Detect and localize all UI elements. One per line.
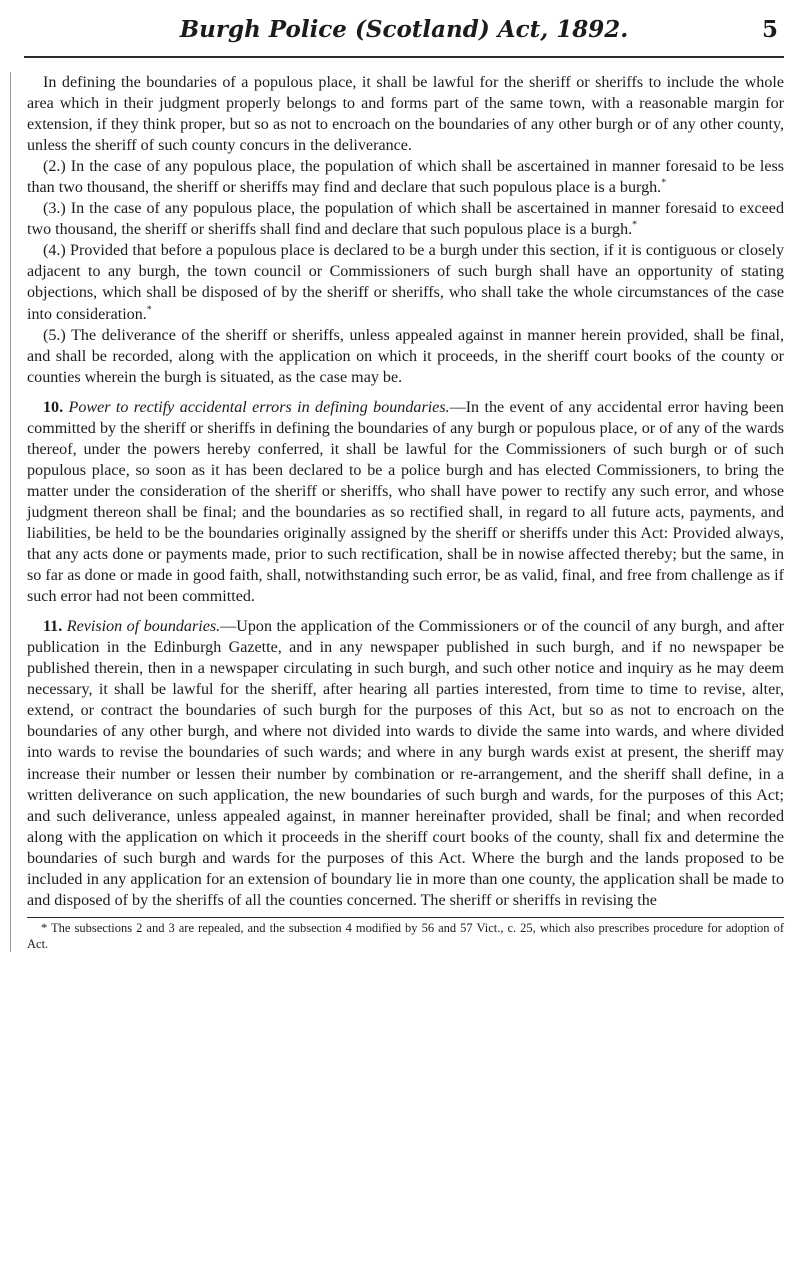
footnote-marker: * bbox=[146, 304, 152, 316]
paragraph-subsection-2: (2.) In the case of any populous place, the population of which shall be ascertained in manner foresaid to be less than two thousand, the sheriff or sheriffs may find and declare that such populous place is a burgh.* bbox=[27, 158, 784, 197]
section-10 bbox=[27, 397, 784, 607]
footnote-marker: * bbox=[661, 177, 667, 189]
paragraph-subsection-5: (5.) The deliverance of the sheriff or sheriffs, unless appealed against in manner herein provided, shall be final, and shall be recorded, along with the application on which it proceeds, in the sheriff court books of the county or counties wherein the burgh is situated, as the case may be. bbox=[27, 326, 784, 386]
section-heading: Revision of boundaries. bbox=[66, 618, 221, 636]
section-heading: Power to rectify accidental errors in defining boundaries. bbox=[68, 398, 450, 416]
footnotes bbox=[27, 917, 784, 952]
footnote: * The subsections 2 and 3 are repealed, and the subsection 4 modified by 56 and 57 Vict., c. 25, which also prescribes procedure for adoption of Act. bbox=[27, 920, 784, 951]
footnote-marker: * bbox=[632, 219, 638, 231]
section-11 bbox=[27, 616, 784, 911]
paragraph-subsection-3: (3.) In the case of any populous place, the population of which shall be ascertained in manner foresaid to exceed two thousand, the sheriff or sheriffs shall find and declare that such populous place is a burgh.* bbox=[27, 200, 784, 239]
paragraph-intro: In defining the boundaries of a populous place, it shall be lawful for the sheriff or sheriffs to include the whole area which in their judgment properly belongs to and forms part of the same town, with a reasonable margin for extension, if they think proper, but so as not to encroach on the boundaries of any other burgh or of any other county, unless the sheriff of such county concurs in the deliverance. bbox=[27, 74, 784, 155]
paragraph-subsection-4: (4.) Provided that before a populous place is declared to be a burgh under this section, if it is contiguous or closely adjacent to any burgh, the town council or Commissioners of such burgh shall have an opportunity of stating objections, which shall be disposed of by the sheriff or sheriffs, who shall take the whole circumstances of the case into consideration.* bbox=[27, 242, 784, 323]
section-number: 10. bbox=[43, 398, 64, 416]
running-title: Burgh Police (Scotland) Act, 1892. bbox=[179, 16, 629, 43]
page-body bbox=[10, 72, 784, 952]
section-text: —In the event of any accidental error having been committed by the sheriff or sheriffs in defining the boundaries of any burgh or populous place, or of any of the wards thereof, under the powers hereby conferred, it shall be lawful for the Commissioners of such burgh or of such populous place, so soon as it has been declared to be a police burgh and has elected Commissioners, to bring the matter under the consideration of the sheriff or sheriffs, who shall have power to rectify any such error, and whose judgment thereon shall be final; and the boundaries as so rectified shall, in regard to all future acts, payments, and liabilities, be held to be the boundaries originally assigned by the sheriff or sheriffs under this Act: Provided always, that any acts done or payments made, prior to such rectification, shall be in nowise affected thereby; but the same, in so far as done or made in good faith, shall, notwithstanding such error, be as valid, final, and free from challenge as if such error had not been committed. bbox=[27, 398, 784, 606]
section-number: 11. bbox=[43, 618, 63, 636]
page-number: 5 bbox=[761, 16, 778, 43]
section-text: —Upon the application of the Commissioners or of the council of any burgh, and after publication in the Edinburgh Gazette, and in any newspaper published in such burgh, and if no newspaper be published therein, then in a newspaper circulating in such burgh, and such other notice and inquiry as he may deem necessary, it shall be lawful for the sheriff, after hearing all parties interested, from time to time to revise, alter, extend, or contract the boundaries of such burgh for the purposes of this Act, but so as not to encroach on the boundaries of any other burgh, and where not divided into wards to divide the same into wards, and where divided into wards to revise the boundaries of such wards; and where in any burgh wards exist at present, the sheriff may increase their number or lessen their number by combination or re-arrangement, and the sheriff shall define, in a written deliverance on such application, the new boundaries of such burgh and wards, for the purposes of this Act; and such deliverance, unless appealed against, in manner hereinafter provided, shall be final; and when recorded along with the application on which it proceeds in the sheriff court books of the county, shall fix and determine the boundaries of such burgh and wards for the purposes of this Act. Where the burgh and the lands proposed to be included in any application for an extension of boundary lie in more than one county, the application shall be made to and disposed of by the sheriffs of all the counties concerned. The sheriff or sheriffs in revising the bbox=[27, 618, 784, 909]
page-header bbox=[24, 10, 784, 58]
